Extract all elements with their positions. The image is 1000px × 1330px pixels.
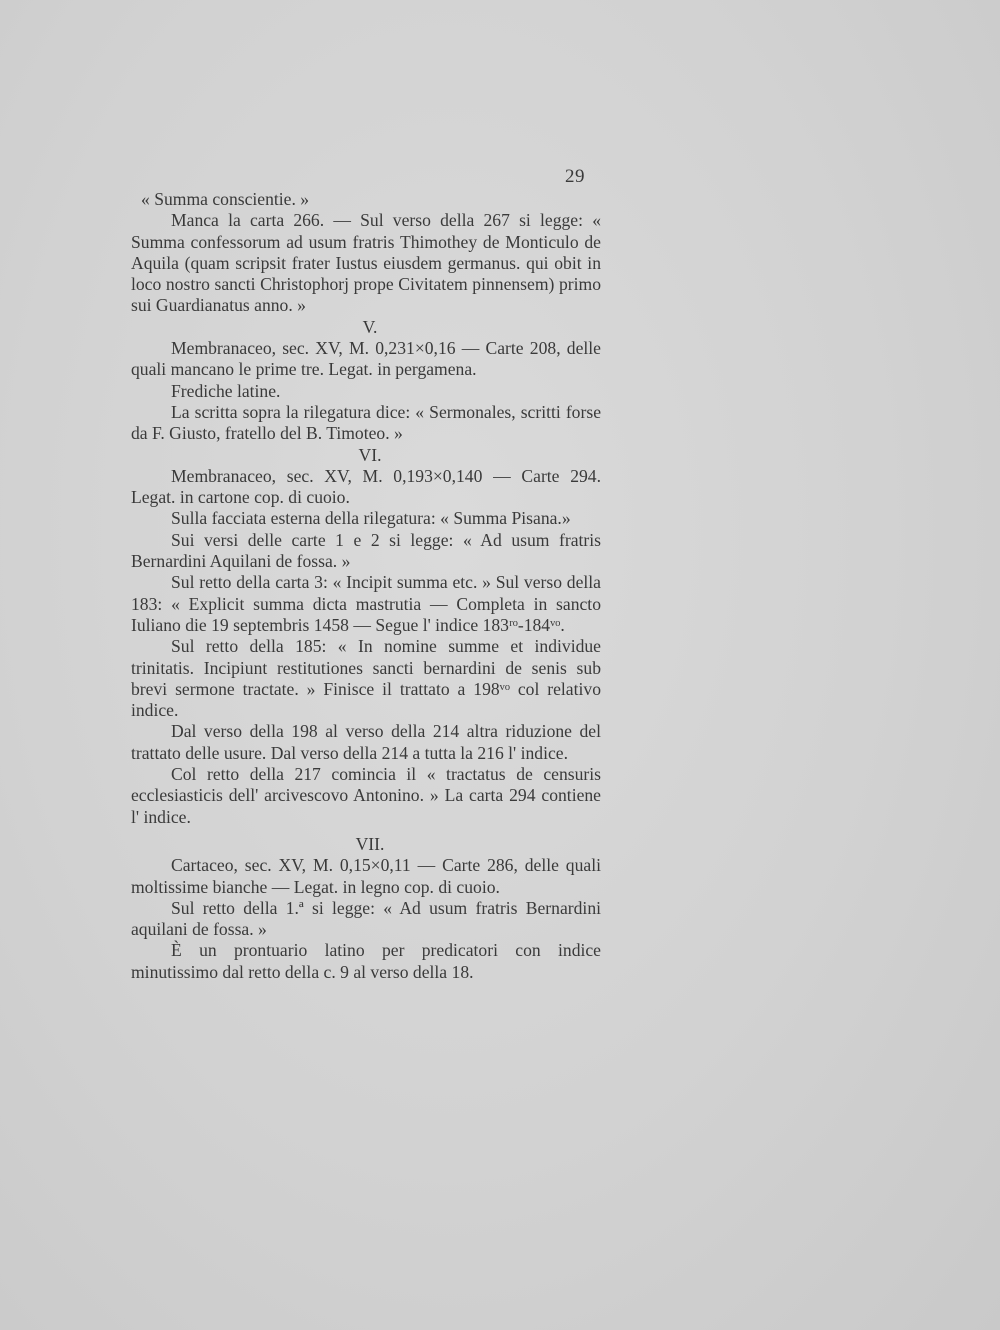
paragraph-membranaceo-vi: Membranaceo, sec. XV, M. 0,193×0,140 — Carte 294. Legat. in cartone cop. di cuoio.	[131, 465, 601, 508]
paragraph-versi-carte: Sui versi delle carte 1 e 2 si legge: « Ad usum fratris Bernardini Aquilani de fossa. »	[131, 529, 601, 572]
paragraph-retto-della-1: Sul retto della 1.ª si legge: « Ad usum fratris Bernardini aquilani de fossa. »	[131, 897, 601, 940]
paragraph-retto-185: Sul retto della 185: « In nomine summe et individue trinitatis. Incipiunt restitutiones sancti bernardini de senis sub brevi sermone tractate. » Finisce il trattato a 198ᵛᵒ col relativo indice.	[131, 636, 601, 721]
paragraph-facciata-esterna: Sulla facciata esterna della rilegatura: « Summa Pisana.»	[171, 508, 571, 529]
section-heading-vi: VI.	[358, 444, 382, 465]
paragraph-retto-217: Col retto della 217 comincia il « tractatus de censuris ecclesiasticis dell' arcivescovo Antonino. » La carta 294 contiene l' indice.	[131, 764, 601, 827]
paragraph-prontuario: È un prontuario latino per predicatori con indice minutissimo dal retto della c. 9 al verso della 18.	[131, 940, 601, 982]
paragraph-cartaceo-vii: Cartaceo, sec. XV, M. 0,15×0,11 — Carte 286, delle quali moltissime bianche — Legat. in legno cop. di cuoio.	[131, 855, 601, 897]
paragraph-scritta-rilegatura: La scritta sopra la rilegatura dice: « Sermonales, scritti forse da F. Giusto, fratello del B. Timoteo. »	[131, 401, 601, 444]
paragraph-summa-conscientie: « Summa conscientie. »	[141, 189, 310, 209]
section-heading-v: V.	[362, 316, 378, 337]
body-text	[131, 189, 601, 983]
paragraph-verso-198: Dal verso della 198 al verso della 214 altra riduzione del trattato delle usure. Dal verso della 214 a tutta la 216 l' indice.	[131, 721, 601, 763]
page-number: 29	[565, 166, 585, 187]
paragraph-membranaceo-v: Membranaceo, sec. XV, M. 0,231×0,16 — Carte 208, delle quali mancano le prime tre. Legat. in pergamena.	[131, 338, 601, 380]
paragraph-frediche-latine: Frediche latine.	[171, 380, 281, 401]
paragraph-retto-carta-3: Sul retto della carta 3: « Incipit summa etc. » Sul verso della 183: « Explicit summa dicta mastrutia — Completa in sancto Iuliano die 19 septembris 1458 — Segue l' indice 183ʳᵒ-184ᵛᵒ.	[131, 572, 601, 635]
section-heading-vii: VII.	[355, 833, 385, 854]
paragraph-manca-la-carta: Manca la carta 266. — Sul verso della 267 si legge: « Summa confessorum ad usum fratris Thimothey de Monticulo de Aquila (quam scripsit frater Iustus eiusdem germanus. qui obit in loco nostro sancti Christophorj prope Civitatem pinnensem) primo sui Guardianatus anno. »	[131, 210, 601, 316]
